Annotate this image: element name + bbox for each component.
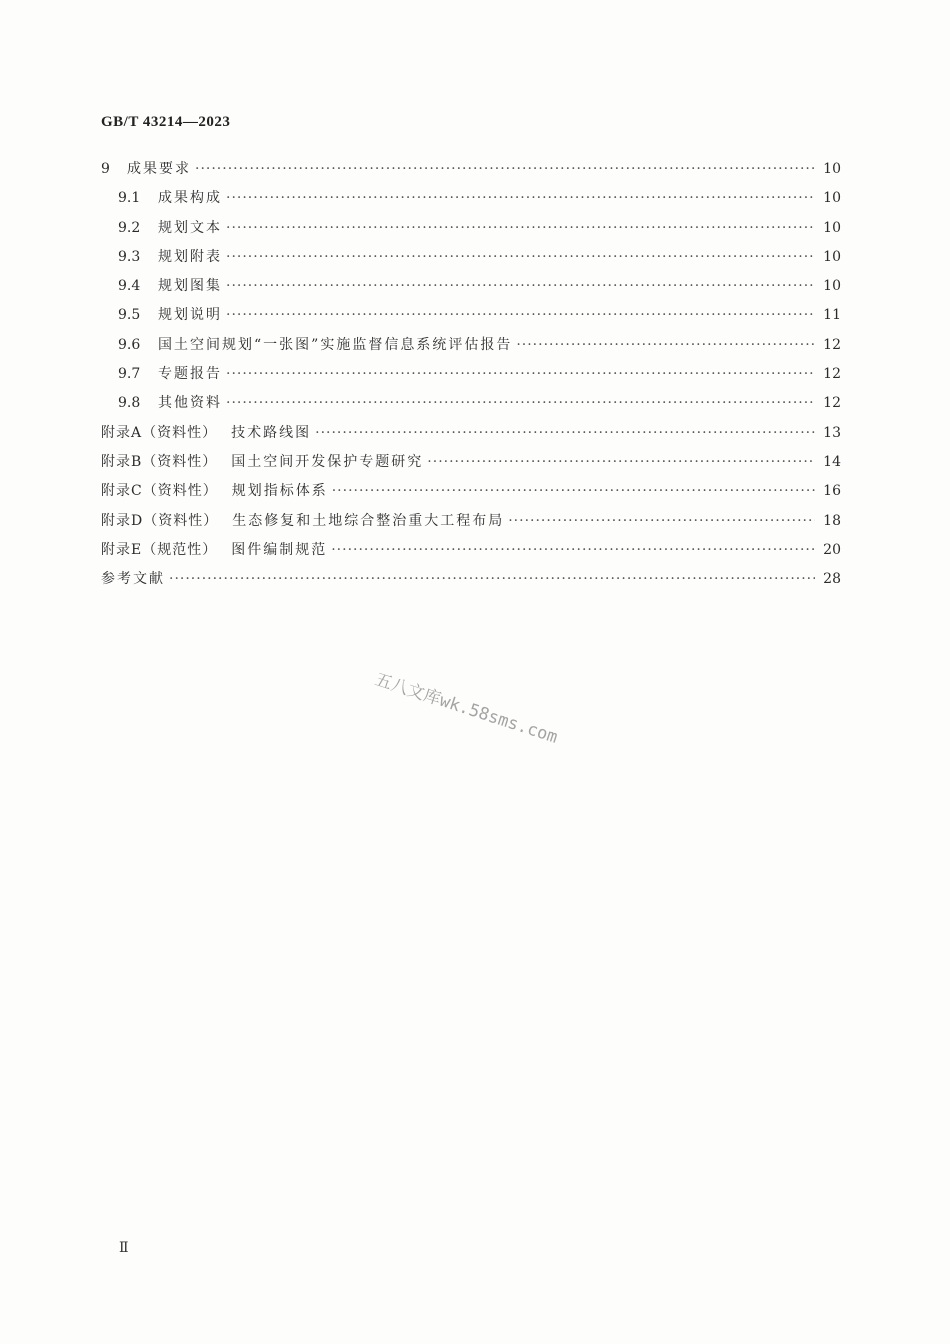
toc-entry-page: 20 — [823, 541, 841, 558]
toc-entry[interactable] — [101, 389, 841, 418]
toc-entry-number: 9.2 — [118, 219, 141, 236]
toc-leader-dots — [195, 155, 815, 184]
toc-entry-page: 10 — [823, 219, 841, 236]
toc-entry[interactable] — [101, 301, 841, 330]
toc-entry-number: 9.3 — [118, 248, 141, 265]
toc-leader-dots — [516, 331, 815, 360]
toc-entry-page: 10 — [823, 248, 841, 265]
toc-entry[interactable] — [101, 243, 841, 272]
toc-entry-number: 9.5 — [118, 307, 141, 324]
toc-entry-title: 规划说明 — [158, 307, 222, 324]
toc-entry-title: 生态修复和土地综合整治重大工程布局 — [232, 512, 505, 529]
toc-entry-page: 12 — [823, 395, 841, 412]
toc-entry-number: 附录C（资料性） — [101, 483, 218, 500]
toc-entry[interactable] — [101, 272, 841, 301]
toc-entry-page: 28 — [823, 571, 841, 588]
toc-entry-page: 13 — [823, 424, 841, 441]
toc-leader-dots — [226, 389, 815, 418]
toc-leader-dots — [332, 477, 815, 506]
toc-leader-dots — [226, 360, 815, 389]
toc-entry-number: 附录D（资料性） — [101, 512, 219, 529]
toc-entry-number: 9.1 — [118, 190, 141, 207]
toc-entry[interactable] — [101, 419, 841, 448]
toc-entry-title: 成果构成 — [158, 190, 222, 207]
toc-entry[interactable] — [101, 184, 841, 213]
toc-entry[interactable] — [101, 331, 841, 360]
standard-code: GB/T 43214—2023 — [101, 114, 231, 130]
toc-entry-page: 16 — [823, 483, 841, 500]
toc-entry-title: 规划图集 — [158, 278, 222, 295]
toc-leader-dots — [226, 243, 815, 272]
toc-entry-number: 附录E（规范性） — [101, 541, 218, 558]
toc-entry-number: 9 — [101, 161, 110, 177]
toc-entry-number: 9.4 — [118, 278, 141, 295]
toc-entry-number: 附录B（资料性） — [101, 453, 218, 470]
toc-entry-page: 10 — [823, 161, 841, 177]
toc-entry-title: 技术路线图 — [231, 424, 312, 441]
toc-entry-title: 国土空间开发保护专题研究 — [231, 453, 424, 470]
toc-entry[interactable] — [101, 507, 841, 536]
toc-entry-page: 11 — [823, 307, 841, 324]
toc-entry-title: 成果要求 — [127, 161, 191, 177]
toc-entry-page: 18 — [823, 512, 841, 529]
toc-entry-page: 12 — [823, 366, 841, 383]
toc-entry-title: 图件编制规范 — [231, 541, 328, 558]
toc-entry-title: 规划附表 — [158, 248, 222, 265]
toc-entry-number: 9.7 — [118, 366, 141, 383]
toc-leader-dots — [169, 565, 815, 594]
toc-leader-dots — [331, 536, 815, 565]
toc-entry-title: 参考文献 — [101, 571, 165, 588]
toc-leader-dots — [226, 214, 815, 243]
watermark: 五八文库wk.58sms.com — [372, 669, 560, 748]
toc-entry-page: 14 — [823, 453, 841, 470]
toc-entry[interactable] — [101, 360, 841, 389]
toc-entry-title: 规划文本 — [158, 219, 222, 236]
toc-entry-title: 专题报告 — [158, 366, 222, 383]
toc-entry[interactable] — [101, 565, 841, 594]
toc-leader-dots — [508, 507, 815, 536]
toc-entry[interactable] — [101, 448, 841, 477]
toc-leader-dots — [315, 419, 815, 448]
toc-leader-dots — [226, 184, 815, 213]
toc-entry-title: 其他资料 — [158, 395, 222, 412]
toc-entry[interactable] — [101, 155, 841, 184]
toc-leader-dots — [427, 448, 815, 477]
toc-entry-number: 9.6 — [118, 336, 141, 353]
toc-entry[interactable] — [101, 536, 841, 565]
toc-entry-number: 9.8 — [118, 395, 141, 412]
toc-leader-dots — [226, 301, 815, 330]
page-number: Ⅱ — [119, 1240, 129, 1256]
table-of-contents — [101, 155, 841, 594]
toc-entry[interactable] — [101, 477, 841, 506]
toc-entry-page: 10 — [823, 278, 841, 295]
toc-entry[interactable] — [101, 214, 841, 243]
toc-entry-number: 附录A（资料性） — [101, 424, 218, 441]
toc-entry-title: 规划指标体系 — [231, 483, 328, 500]
toc-leader-dots — [226, 272, 815, 301]
toc-entry-page: 12 — [823, 336, 841, 353]
toc-entry-title: 国土空间规划“一张图”实施监督信息系统评估报告 — [158, 336, 513, 353]
toc-entry-page: 10 — [823, 190, 841, 207]
